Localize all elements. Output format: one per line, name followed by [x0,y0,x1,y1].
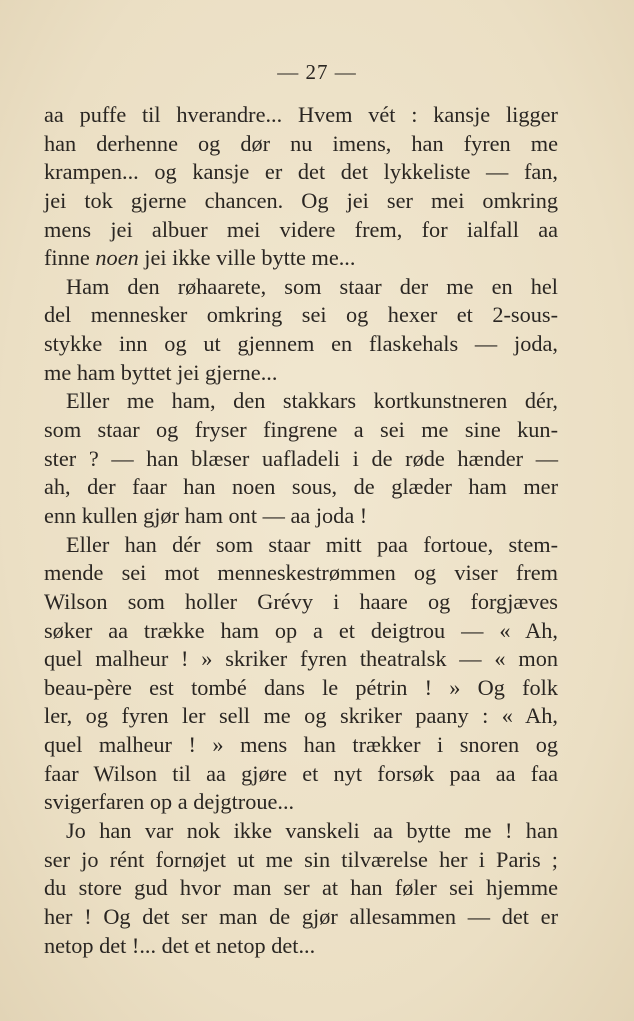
text-line: beau-père est tombé dans le pétrin ! » Og folk [44,674,558,700]
text-line: svigerfaren op a dejgtroue... [44,789,295,815]
text-line: del mennesker omkring sei og hexer et 2-sous- [44,302,558,328]
text-line: finne noen jei ikke ville bytte me... [44,245,356,271]
text-line: Jo han var nok ikke vanskeli aa bytte me ! han [66,818,558,844]
text-line: faar Wilson til aa gjøre et nyt forsøk paa aa faa [44,760,558,786]
text-line: du store gud hvor man ser at han føler sei hjemme [44,875,558,901]
text-line: quel malheur ! » mens han trækker i snoren og [44,732,558,758]
text-line: Wilson som holler Grévy i haare og forgjæves [44,588,558,614]
text-line: søker aa trække ham op a et deigtrou — « Ah, [44,617,558,643]
text-line: som staar og fryser fingrene a sei me sine kun- [44,417,558,443]
text-line: enn kullen gjør ham ont — aa joda ! [44,502,368,528]
text-line: jei tok gjerne chancen. Og jei ser mei omkring [44,187,558,213]
text-line: quel malheur ! » skriker fyren theatralsk — « mon [44,646,558,672]
text-line: ser jo rént fornøjet ut me sin tilværelse her i Paris ; [44,846,558,872]
text-line: krampen... og kansje er det det lykkeliste — fan, [44,159,558,185]
text-line: ster ? — han blæser uafladeli i de røde hænder — [44,445,558,471]
page-number: — 27 — [277,60,357,84]
body-text [44,101,558,960]
text-line: netop det !... det et netop det... [44,932,316,958]
text-line: her ! Og det ser man de gjør allesammen — det er [44,903,558,929]
text-line: ler, og fyren ler sell me og skriker paany : « Ah, [44,703,558,729]
text-line: me ham byttet jei gjerne... [44,359,278,385]
text-line: Eller me ham, den stakkars kortkunstneren dér, [66,388,558,414]
text-line: Eller han dér som staar mitt paa fortoue, stem- [66,531,558,557]
text-line: ah, der faar han noen sous, de glæder ham mer [44,474,558,500]
text-line: mens jei albuer mei videre frem, for ialfall aa [44,216,558,242]
text-line: aa puffe til hverandre... Hvem vét : kansje ligger [44,102,558,127]
text-line: han derhenne og dør nu imens, han fyren me [44,130,558,156]
text-line: stykke inn og ut gjennem en flaskehals — joda, [44,331,558,357]
text-line: Ham den røhaarete, som staar der me en hel [66,273,558,299]
text-line: mende sei mot menneskestrømmen og viser frem [44,560,558,586]
